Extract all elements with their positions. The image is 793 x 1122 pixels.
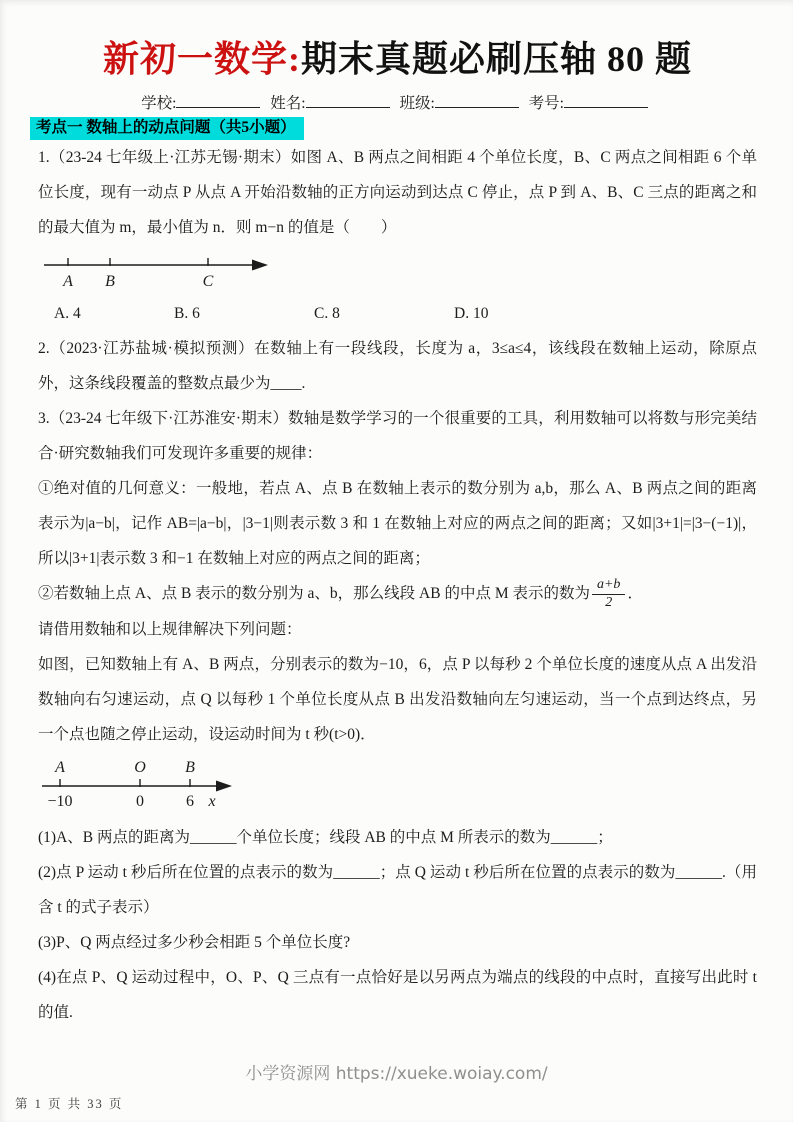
midpoint-fraction <box>592 577 625 612</box>
question-3-rule-1: ①绝对值的几何意义：一般地，若点 A、点 B 在数轴上表示的数分别为 a,b，那么 A、B 两点之间的距离表示为|a−b|，记作 AB=|a−b|，|3−1|则表示数 3 和 1 在数轴上对应的两点之间的距离；又如|3+1|=|3−(−1)|，所以|3+1|表示数 3 和−1 在数轴上对应的两点之间的距离； <box>38 480 757 568</box>
numberline2-label-o: O <box>134 759 146 777</box>
page-title <box>38 38 757 81</box>
class-label: 班级: <box>399 95 435 113</box>
section-header: 考点一 数轴上的动点问题（共5小题） <box>30 117 304 140</box>
student-info-line <box>38 91 757 113</box>
class-blank-line <box>435 92 519 108</box>
number-line-diagram-1 <box>40 251 290 295</box>
question-2-text: 2.（2023·江苏盐城·模拟预测）在数轴上有一段线段，长度为 a，3≤a≤4，该线段在数轴上运动，除原点外，这条线段覆盖的整数点最少为____. <box>38 340 757 393</box>
option-a: A. 4 <box>54 305 81 323</box>
question-3-sub-4: (4)在点 P、Q 运动过程中，O、P、Q 三点有一点恰好是以另两点为端点的线段的中点时，直接写出此时 t 的值. <box>38 969 757 1022</box>
number-line-diagram-2 <box>40 758 270 818</box>
option-d: D. 10 <box>454 305 489 323</box>
numberline1-label-a: A <box>63 273 73 291</box>
fraction-numerator: a+b <box>592 577 625 595</box>
option-b: B. 6 <box>174 305 200 323</box>
title-red-part: 新初一数学: <box>102 39 301 79</box>
question-3-rule-2 <box>38 576 757 612</box>
question-3-setup: 如图，已知数轴上有 A、B 两点，分别表示的数为−10，6，点 P 以每秒 2 个单位长度的速度从点 A 出发沿数轴向右匀速运动，点 Q 以每秒 1 个单位长度从点 B 出发沿数轴向左匀速运动，当一个点到达终点，另一个点也随之停止运动，设运动时间为 t 秒(t>0)． <box>38 656 757 744</box>
name-label: 姓名: <box>270 95 306 113</box>
footer-site-link[interactable]: 小学资源网 https://xueke.woiay.com/ <box>245 1064 548 1084</box>
name-blank-line <box>306 92 390 108</box>
numberline2-value-0: 0 <box>136 793 144 811</box>
fraction-denominator: 2 <box>605 595 613 611</box>
title-black-part: 期末真题必刷压轴 80 题 <box>300 39 692 79</box>
numberline1-label-b: B <box>105 273 115 291</box>
numberline2-label-b: B <box>185 759 195 777</box>
footer-page-number: 第 1 页 共 33 页 <box>15 1097 124 1111</box>
question-1-text: 1.（23-24 七年级上·江苏无锡·期末）如图 A、B 两点之间相距 4 个单位长度，B、C 两点之间相距 6 个单位长度，现有一动点 P 从点 A 开始沿数轴的正方向运动到达点 C 停止，点 P 到 A、B、C 三点的距离之和的最大值为 m，最小值为 n．则 m−n 的值是（ ） <box>38 149 757 237</box>
question-3-sub-3: (3)P、Q 两点经过多少秒会相距 5 个单位长度? <box>38 934 351 952</box>
exam-number-label: 考号: <box>528 95 564 113</box>
question-3-sub-2: (2)点 P 运动 t 秒后所在位置的点表示的数为______；点 Q 运动 t 秒后所在位置的点表示的数为______.（用含 t 的式子表示） <box>38 864 757 917</box>
question-3-intro: 3.（23-24 七年级下·江苏淮安·期末）数轴是数学学习的一个很重要的工具，利用数轴可以将数与形完美结合·研究数轴我们可发现许多重要的规律： <box>38 410 757 463</box>
question-1-options <box>38 297 757 331</box>
numberline2-value-minus10: −10 <box>47 793 73 811</box>
school-blank-line <box>176 92 260 108</box>
rule-2-text: ②若数轴上点 A、点 B 表示的数分别为 a、b，那么线段 AB 的中点 M 表示的数为 <box>38 585 590 603</box>
arrow-right-icon <box>252 260 268 271</box>
question-3-bridge: 请借用数轴和以上规律解决下列问题： <box>38 621 302 639</box>
numberline2-value-6: 6 <box>186 793 194 811</box>
numberline2-axis-x: x <box>208 793 216 811</box>
numberline2-label-a: A <box>55 759 65 777</box>
question-3-sub-1: (1)A、B 两点的距离为______个单位长度；线段 AB 的中点 M 所表示的数为______； <box>38 829 613 847</box>
option-c: C. 8 <box>314 305 340 323</box>
exam-number-blank-line <box>564 92 648 108</box>
arrow-right-icon <box>216 781 232 792</box>
school-label: 学校: <box>141 95 177 113</box>
rule-2-period: ． <box>627 585 643 603</box>
numberline1-label-c: C <box>202 273 214 291</box>
